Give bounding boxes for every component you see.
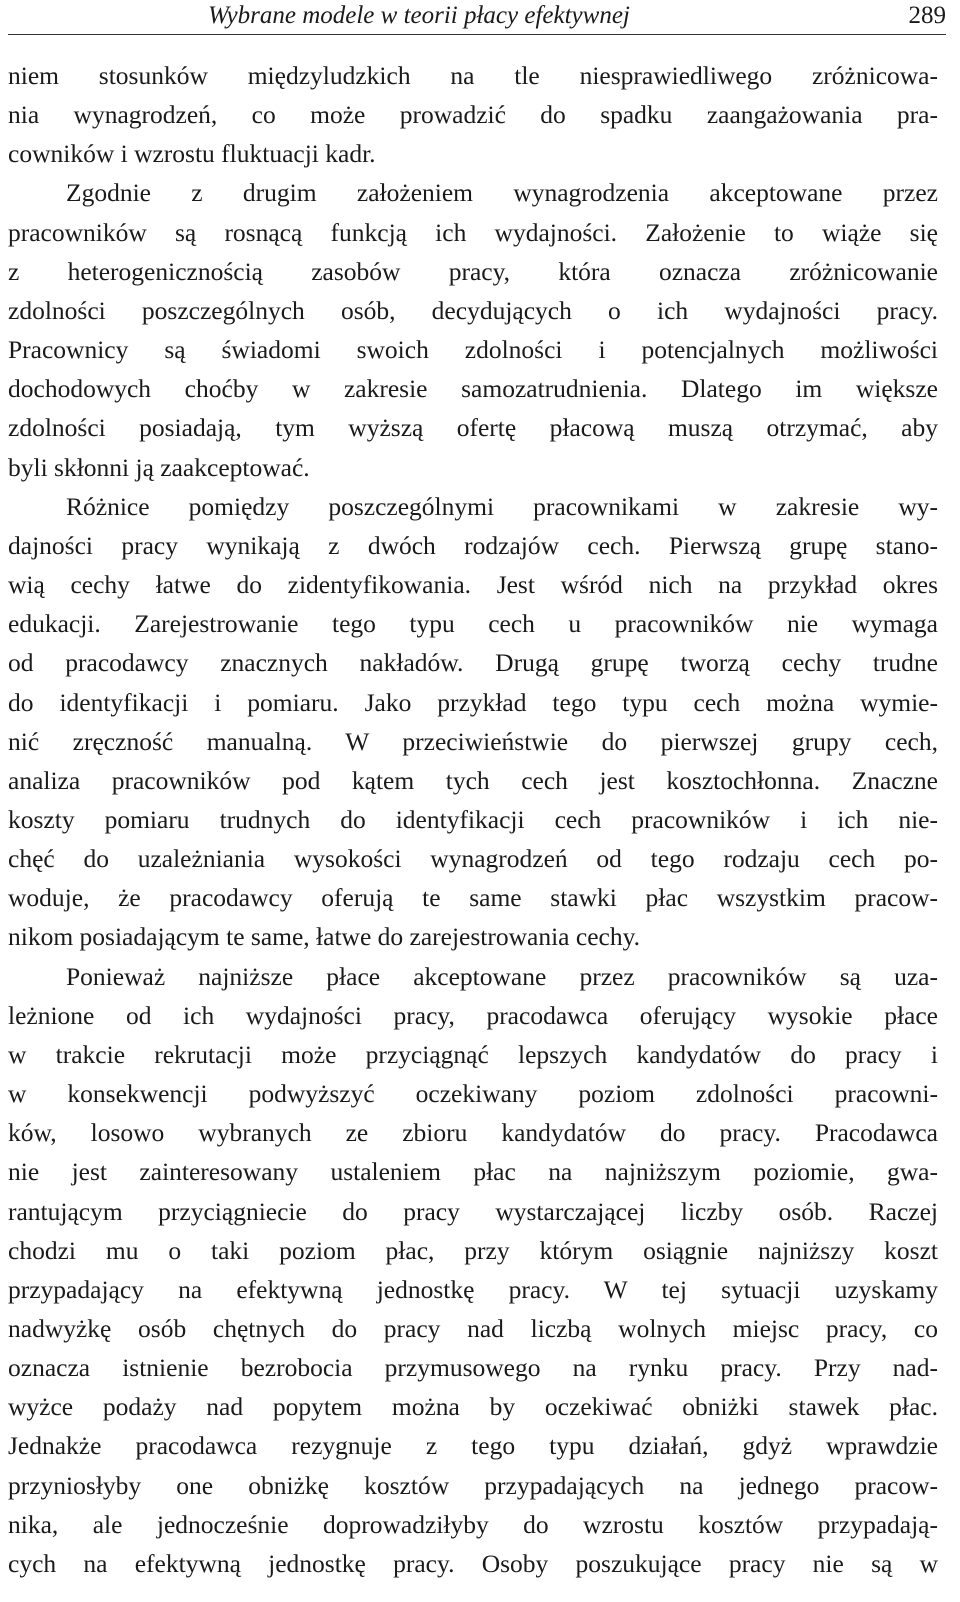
text-line: cowników i wzrostu fluktuacji kadr. (8, 139, 376, 169)
text-line: wyżce podaży nad popytem można by oczekiwać obniżki stawek płac. (8, 1392, 938, 1422)
text-line: cych na efektywną jednostkę pracy. Osoby poszukujące pracy nie są w (8, 1548, 938, 1578)
text-line: ków, losowo wybranych ze zbioru kandydatów do pracy. Pracodawca (8, 1118, 938, 1148)
text-line: zdolności posiadają, tym wyższą ofertę płacową muszą otrzymać, aby (8, 413, 938, 443)
text-line: przyniosłyby one obniżkę kosztów przypadających na jednego pracow- (8, 1470, 938, 1500)
text-line: nie jest zainteresowany ustaleniem płac na najniższym poziomie, gwa- (8, 1157, 938, 1187)
text-line: Zgodnie z drugim założeniem wynagrodzenia akceptowane przez (66, 178, 938, 208)
text-line: przypadający na efektywną jednostkę pracy. W tej sytuacji uzyskamy (8, 1274, 938, 1304)
text-line: oznacza istnienie bezrobocia przymusowego na rynku pracy. Przy nad- (8, 1353, 938, 1383)
text-line: niem stosunków międzyludzkich na tle niesprawiedliwego zróżnicowa- (8, 61, 938, 90)
text-line: dochodowych choćby w zakresie samozatrudnienia. Dlatego im większe (8, 374, 938, 404)
text-line: byli skłonni ją zaakceptować. (8, 452, 310, 482)
text-line: nia wynagrodzeń, co może prowadzić do spadku zaangażowania pra- (8, 100, 938, 130)
text-line: Różnice pomiędzy poszczególnymi pracownikami w zakresie wy- (66, 491, 938, 521)
body-text (8, 56, 938, 1583)
page-number: 289 (908, 2, 946, 29)
running-header (8, 0, 946, 35)
text-line: nadwyżkę osób chętnych do pracy nad liczbą wolnych miejsc pracy, co (8, 1314, 938, 1343)
text-line: nika, ale jednocześnie doprowadziłyby do wzrostu kosztów przypadają- (8, 1509, 938, 1539)
text-line: leżnione od ich wydajności pracy, pracodawca oferujący wysokie płace (8, 1000, 938, 1030)
text-line: chęć do uzależniania wysokości wynagrodzeń od tego rodzaju cech po- (8, 844, 938, 874)
text-line: z heterogenicznością zasobów pracy, która oznacza zróżnicowanie (8, 256, 938, 286)
text-line: nikom posiadającym te same, łatwe do zarejestrowania cechy. (8, 922, 641, 952)
text-line: w konsekwencji podwyższyć oczekiwany poziom zdolności pracowni- (8, 1079, 938, 1109)
text-line: Pracownicy są świadomi swoich zdolności i potencjalnych możliwości (8, 335, 938, 365)
text-line: edukacji. Zarejestrowanie tego typu cech u pracowników nie wymaga (8, 609, 938, 639)
text-line: pracowników są rosnącą funkcją ich wydajności. Założenie to wiąże się (8, 217, 938, 247)
text-line: od pracodawcy znacznych nakładów. Drugą grupę tworzą cechy trudne (8, 648, 938, 678)
text-line: koszty pomiaru trudnych do identyfikacji cech pracowników i ich nie- (8, 804, 938, 834)
text-line: Ponieważ najniższe płace akceptowane przez pracowników są uza- (66, 961, 938, 991)
text-line: nić zręczność manualną. W przeciwieństwie do pierwszej grupy cech, (8, 726, 938, 756)
text-line: analiza pracowników pod kątem tych cech jest kosztochłonna. Znaczne (8, 765, 938, 795)
text-line: wią cechy łatwe do zidentyfikowania. Jest wśród nich na przykład okres (8, 570, 938, 600)
text-line: chodzi mu o taki poziom płac, przy którym osiągnie najniższy koszt (8, 1235, 938, 1265)
text-line: woduje, że pracodawcy oferują te same stawki płac wszystkim pracow- (8, 883, 938, 913)
text-line: dajności pracy wynikają z dwóch rodzajów cech. Pierwszą grupę stano- (8, 530, 938, 560)
text-line: rantującym przyciągniecie do pracy wystarczającej liczby osób. Raczej (8, 1196, 938, 1226)
text-line: zdolności poszczególnych osób, decydujących o ich wydajności pracy. (8, 295, 938, 325)
text-line: w trakcie rekrutacji może przyciągnąć lepszych kandydatów do pracy i (8, 1039, 938, 1069)
running-header-title: Wybrane modele w teorii płacy efektywnej (208, 2, 630, 29)
text-line: Jednakże pracodawca rezygnuje z tego typu działań, gdyż wprawdzie (8, 1431, 938, 1461)
text-line: do identyfikacji i pomiaru. Jako przykład tego typu cech można wymie- (8, 687, 938, 717)
